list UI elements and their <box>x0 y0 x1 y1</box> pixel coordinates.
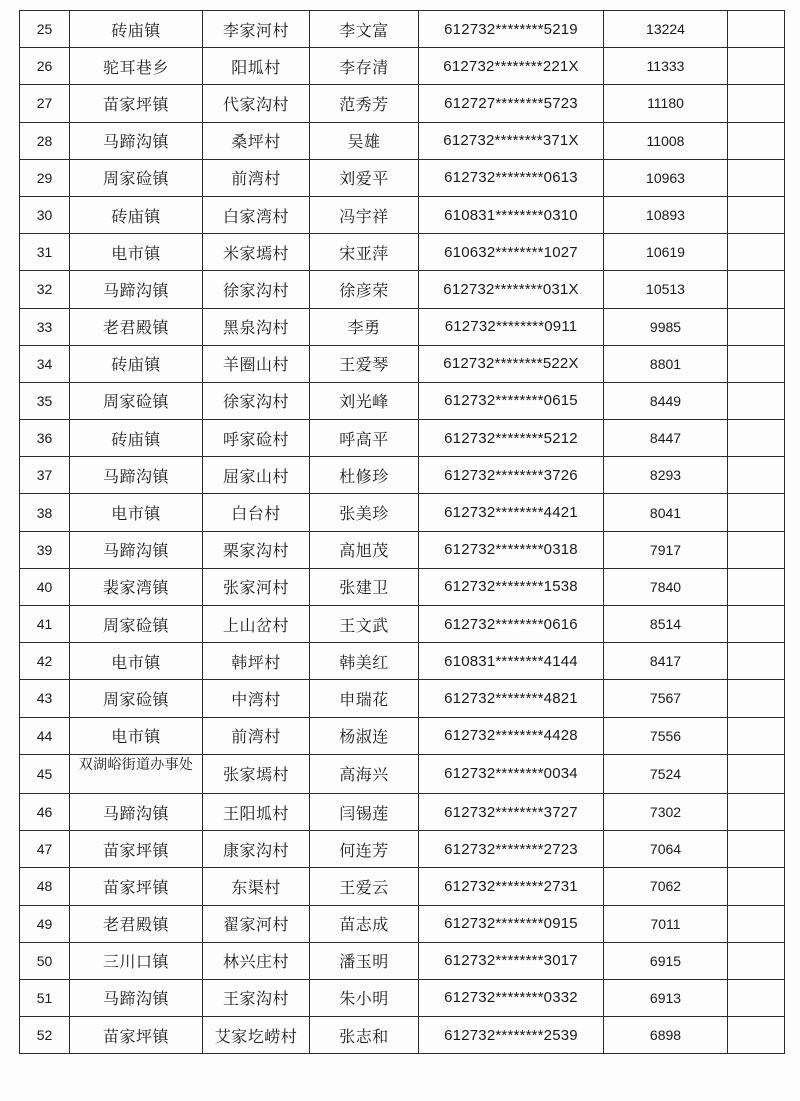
town-cell: 马蹄沟镇 <box>70 271 203 308</box>
village-cell: 上山岔村 <box>203 606 310 643</box>
id-number-cell: 612732********2723 <box>419 831 604 868</box>
note-cell <box>728 606 785 643</box>
id-number-cell: 612732********371X <box>419 122 604 159</box>
person-name-cell: 宋亚萍 <box>310 234 419 271</box>
row-number-cell: 41 <box>20 606 70 643</box>
village-cell: 米家墕村 <box>203 234 310 271</box>
town-cell: 周家硷镇 <box>70 680 203 717</box>
amount-cell: 6898 <box>604 1017 728 1054</box>
id-number-cell: 612732********3727 <box>419 793 604 830</box>
village-cell: 东渠村 <box>203 868 310 905</box>
amount-cell: 10963 <box>604 159 728 196</box>
amount-cell: 13224 <box>604 11 728 48</box>
town-cell: 马蹄沟镇 <box>70 122 203 159</box>
table-row <box>20 382 785 419</box>
person-name-cell: 朱小明 <box>310 979 419 1016</box>
amount-cell: 8801 <box>604 345 728 382</box>
village-cell: 王阳坬村 <box>203 793 310 830</box>
town-cell: 砖庙镇 <box>70 11 203 48</box>
person-name-cell: 张建卫 <box>310 568 419 605</box>
row-number-cell: 33 <box>20 308 70 345</box>
village-cell: 林兴庄村 <box>203 942 310 979</box>
row-number-cell: 26 <box>20 48 70 85</box>
row-number-cell: 25 <box>20 11 70 48</box>
person-name-cell: 李文富 <box>310 11 419 48</box>
row-number-cell: 42 <box>20 643 70 680</box>
roster-table-body <box>20 11 785 1054</box>
person-name-cell: 王文武 <box>310 606 419 643</box>
row-number-cell: 30 <box>20 196 70 233</box>
village-cell: 栗家沟村 <box>203 531 310 568</box>
person-name-cell: 张志和 <box>310 1017 419 1054</box>
table-row <box>20 793 785 830</box>
town-cell: 周家硷镇 <box>70 382 203 419</box>
row-number-cell: 32 <box>20 271 70 308</box>
village-cell: 白家湾村 <box>203 196 310 233</box>
row-number-cell: 37 <box>20 457 70 494</box>
village-cell: 前湾村 <box>203 717 310 754</box>
person-name-cell: 韩美红 <box>310 643 419 680</box>
note-cell <box>728 11 785 48</box>
note-cell <box>728 420 785 457</box>
roster-table <box>19 10 785 1054</box>
table-row <box>20 717 785 754</box>
row-number-cell: 49 <box>20 905 70 942</box>
table-row <box>20 1017 785 1054</box>
person-name-cell: 王爱琴 <box>310 345 419 382</box>
id-number-cell: 612732********5212 <box>419 420 604 457</box>
table-row <box>20 122 785 159</box>
id-number-cell: 612732********0318 <box>419 531 604 568</box>
town-cell: 马蹄沟镇 <box>70 979 203 1016</box>
note-cell <box>728 122 785 159</box>
town-cell: 电市镇 <box>70 717 203 754</box>
town-cell: 马蹄沟镇 <box>70 457 203 494</box>
id-number-cell: 612732********2731 <box>419 868 604 905</box>
row-number-cell: 40 <box>20 568 70 605</box>
note-cell <box>728 159 785 196</box>
amount-cell: 10893 <box>604 196 728 233</box>
note-cell <box>728 643 785 680</box>
village-cell: 张家墕村 <box>203 754 310 793</box>
village-cell: 屈家山村 <box>203 457 310 494</box>
id-number-cell: 612732********3726 <box>419 457 604 494</box>
amount-cell: 8514 <box>604 606 728 643</box>
table-row <box>20 11 785 48</box>
note-cell <box>728 48 785 85</box>
id-number-cell: 612732********221X <box>419 48 604 85</box>
person-name-cell: 王爱云 <box>310 868 419 905</box>
note-cell <box>728 717 785 754</box>
amount-cell: 10619 <box>604 234 728 271</box>
person-name-cell: 申瑞花 <box>310 680 419 717</box>
person-name-cell: 闫锡莲 <box>310 793 419 830</box>
id-number-cell: 612732********1538 <box>419 568 604 605</box>
person-name-cell: 杨淑连 <box>310 717 419 754</box>
town-cell: 砖庙镇 <box>70 345 203 382</box>
id-number-cell: 612732********4821 <box>419 680 604 717</box>
person-name-cell: 杜修珍 <box>310 457 419 494</box>
id-number-cell: 610831********4144 <box>419 643 604 680</box>
row-number-cell: 48 <box>20 868 70 905</box>
amount-cell: 11180 <box>604 85 728 122</box>
id-number-cell: 612727********5723 <box>419 85 604 122</box>
id-number-cell: 612732********0915 <box>419 905 604 942</box>
table-row <box>20 680 785 717</box>
id-number-cell: 612732********0911 <box>419 308 604 345</box>
amount-cell: 7062 <box>604 868 728 905</box>
person-name-cell: 潘玉明 <box>310 942 419 979</box>
row-number-cell: 43 <box>20 680 70 717</box>
table-row <box>20 457 785 494</box>
row-number-cell: 38 <box>20 494 70 531</box>
town-cell: 电市镇 <box>70 643 203 680</box>
village-cell: 代家沟村 <box>203 85 310 122</box>
note-cell <box>728 494 785 531</box>
person-name-cell: 苗志成 <box>310 905 419 942</box>
id-number-cell: 612732********0332 <box>419 979 604 1016</box>
row-number-cell: 34 <box>20 345 70 382</box>
table-row <box>20 831 785 868</box>
note-cell <box>728 942 785 979</box>
id-number-cell: 610831********0310 <box>419 196 604 233</box>
person-name-cell: 范秀芳 <box>310 85 419 122</box>
table-row <box>20 942 785 979</box>
village-cell: 艾家圪崂村 <box>203 1017 310 1054</box>
amount-cell: 8449 <box>604 382 728 419</box>
amount-cell: 8041 <box>604 494 728 531</box>
town-cell: 苗家坪镇 <box>70 831 203 868</box>
town-cell: 砖庙镇 <box>70 196 203 233</box>
note-cell <box>728 457 785 494</box>
amount-cell: 7567 <box>604 680 728 717</box>
row-number-cell: 46 <box>20 793 70 830</box>
note-cell <box>728 531 785 568</box>
amount-cell: 10513 <box>604 271 728 308</box>
note-cell <box>728 85 785 122</box>
row-number-cell: 39 <box>20 531 70 568</box>
table-row <box>20 868 785 905</box>
row-number-cell: 51 <box>20 979 70 1016</box>
person-name-cell: 李勇 <box>310 308 419 345</box>
note-cell <box>728 1017 785 1054</box>
amount-cell: 8447 <box>604 420 728 457</box>
row-number-cell: 45 <box>20 754 70 793</box>
village-cell: 羊圈山村 <box>203 345 310 382</box>
note-cell <box>728 754 785 793</box>
person-name-cell: 张美珍 <box>310 494 419 531</box>
village-cell: 桑坪村 <box>203 122 310 159</box>
table-row <box>20 643 785 680</box>
row-number-cell: 50 <box>20 942 70 979</box>
row-number-cell: 44 <box>20 717 70 754</box>
table-row <box>20 531 785 568</box>
amount-cell: 7302 <box>604 793 728 830</box>
table-row <box>20 308 785 345</box>
row-number-cell: 47 <box>20 831 70 868</box>
village-cell: 徐家沟村 <box>203 271 310 308</box>
town-cell: 裴家湾镇 <box>70 568 203 605</box>
amount-cell: 7556 <box>604 717 728 754</box>
village-cell: 韩坪村 <box>203 643 310 680</box>
person-name-cell: 冯宇祥 <box>310 196 419 233</box>
village-cell: 黑泉沟村 <box>203 308 310 345</box>
village-cell: 徐家沟村 <box>203 382 310 419</box>
amount-cell: 6913 <box>604 979 728 1016</box>
note-cell <box>728 793 785 830</box>
row-number-cell: 52 <box>20 1017 70 1054</box>
village-cell: 阳坬村 <box>203 48 310 85</box>
town-cell: 双湖峪街道办事处 <box>70 754 203 793</box>
note-cell <box>728 831 785 868</box>
table-row <box>20 494 785 531</box>
town-cell: 老君殿镇 <box>70 905 203 942</box>
id-number-cell: 612732********031X <box>419 271 604 308</box>
id-number-cell: 612732********4421 <box>419 494 604 531</box>
table-row <box>20 48 785 85</box>
town-cell: 电市镇 <box>70 234 203 271</box>
table-row <box>20 85 785 122</box>
amount-cell: 7840 <box>604 568 728 605</box>
note-cell <box>728 345 785 382</box>
person-name-cell: 何连芳 <box>310 831 419 868</box>
id-number-cell: 612732********0615 <box>419 382 604 419</box>
note-cell <box>728 680 785 717</box>
village-cell: 前湾村 <box>203 159 310 196</box>
table-row <box>20 568 785 605</box>
table-row <box>20 196 785 233</box>
village-cell: 康家沟村 <box>203 831 310 868</box>
person-name-cell: 徐彦荣 <box>310 271 419 308</box>
id-number-cell: 612732********0613 <box>419 159 604 196</box>
note-cell <box>728 382 785 419</box>
amount-cell: 11008 <box>604 122 728 159</box>
person-name-cell: 李存清 <box>310 48 419 85</box>
note-cell <box>728 868 785 905</box>
person-name-cell: 刘光峰 <box>310 382 419 419</box>
id-number-cell: 612732********522X <box>419 345 604 382</box>
note-cell <box>728 568 785 605</box>
row-number-cell: 35 <box>20 382 70 419</box>
town-cell: 周家硷镇 <box>70 606 203 643</box>
table-row <box>20 159 785 196</box>
person-name-cell: 呼高平 <box>310 420 419 457</box>
village-cell: 呼家硷村 <box>203 420 310 457</box>
note-cell <box>728 905 785 942</box>
id-number-cell: 610632********1027 <box>419 234 604 271</box>
row-number-cell: 29 <box>20 159 70 196</box>
amount-cell: 7917 <box>604 531 728 568</box>
town-cell: 电市镇 <box>70 494 203 531</box>
id-number-cell: 612732********0034 <box>419 754 604 793</box>
town-cell: 苗家坪镇 <box>70 868 203 905</box>
amount-cell: 7524 <box>604 754 728 793</box>
town-cell: 苗家坪镇 <box>70 85 203 122</box>
person-name-cell: 高旭茂 <box>310 531 419 568</box>
town-cell: 砖庙镇 <box>70 420 203 457</box>
note-cell <box>728 979 785 1016</box>
town-cell: 三川口镇 <box>70 942 203 979</box>
table-row <box>20 271 785 308</box>
row-number-cell: 28 <box>20 122 70 159</box>
town-cell: 马蹄沟镇 <box>70 531 203 568</box>
village-cell: 翟家河村 <box>203 905 310 942</box>
table-row <box>20 979 785 1016</box>
note-cell <box>728 308 785 345</box>
amount-cell: 9985 <box>604 308 728 345</box>
village-cell: 李家河村 <box>203 11 310 48</box>
amount-cell: 7064 <box>604 831 728 868</box>
person-name-cell: 吴雄 <box>310 122 419 159</box>
table-row <box>20 234 785 271</box>
town-cell: 周家硷镇 <box>70 159 203 196</box>
town-cell: 苗家坪镇 <box>70 1017 203 1054</box>
note-cell <box>728 234 785 271</box>
row-number-cell: 27 <box>20 85 70 122</box>
table-row <box>20 606 785 643</box>
table-row <box>20 345 785 382</box>
id-number-cell: 612732********0616 <box>419 606 604 643</box>
id-number-cell: 612732********5219 <box>419 11 604 48</box>
row-number-cell: 36 <box>20 420 70 457</box>
village-cell: 张家河村 <box>203 568 310 605</box>
id-number-cell: 612732********2539 <box>419 1017 604 1054</box>
amount-cell: 8417 <box>604 643 728 680</box>
village-cell: 白台村 <box>203 494 310 531</box>
note-cell <box>728 271 785 308</box>
town-cell: 马蹄沟镇 <box>70 793 203 830</box>
town-cell: 驼耳巷乡 <box>70 48 203 85</box>
amount-cell: 11333 <box>604 48 728 85</box>
table-row <box>20 420 785 457</box>
table-row <box>20 905 785 942</box>
table-row <box>20 754 785 793</box>
village-cell: 王家沟村 <box>203 979 310 1016</box>
amount-cell: 8293 <box>604 457 728 494</box>
id-number-cell: 612732********4428 <box>419 717 604 754</box>
person-name-cell: 高海兴 <box>310 754 419 793</box>
amount-cell: 6915 <box>604 942 728 979</box>
person-name-cell: 刘爱平 <box>310 159 419 196</box>
note-cell <box>728 196 785 233</box>
amount-cell: 7011 <box>604 905 728 942</box>
id-number-cell: 612732********3017 <box>419 942 604 979</box>
row-number-cell: 31 <box>20 234 70 271</box>
town-cell: 老君殿镇 <box>70 308 203 345</box>
village-cell: 中湾村 <box>203 680 310 717</box>
